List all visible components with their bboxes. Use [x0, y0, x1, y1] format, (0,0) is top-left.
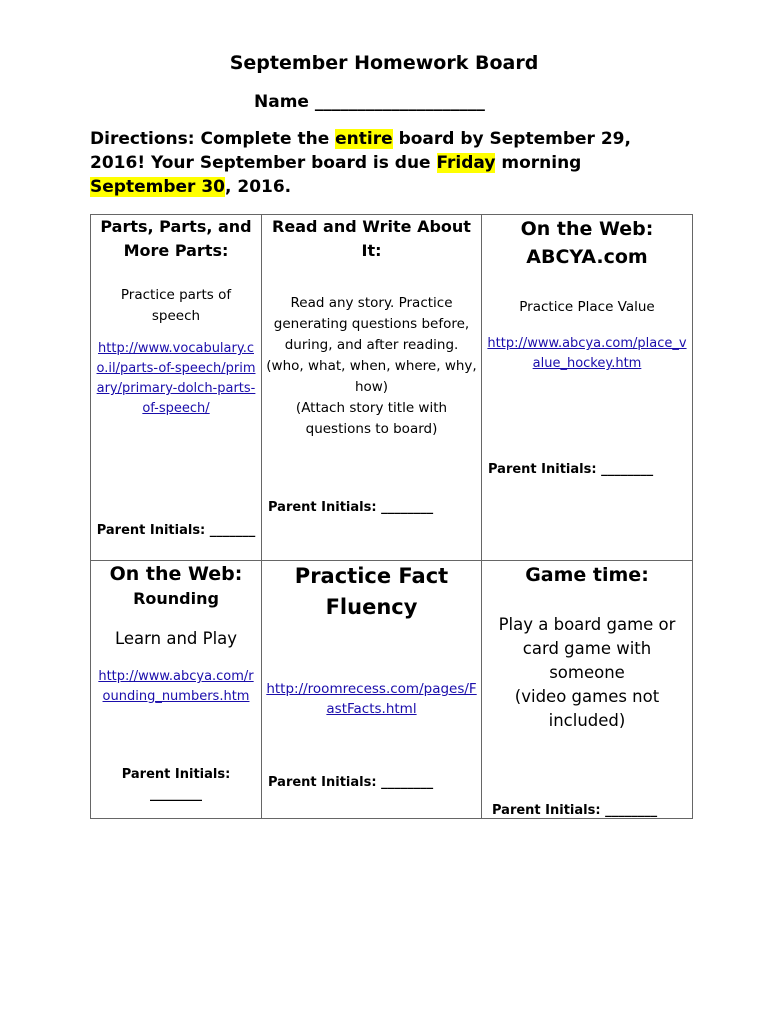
name-line: Name ____________________ — [254, 92, 485, 112]
cell-description-2: (who, what, when, where, why, how) — [266, 358, 477, 395]
cell-rounding — [91, 561, 262, 819]
directions — [90, 127, 690, 199]
cell-description: Practice parts of speech — [120, 287, 232, 324]
parent-initials: Parent Initials: ________ — [268, 500, 434, 515]
page-title: September Homework Board — [229, 52, 539, 74]
cell-title: Game time: — [525, 564, 649, 586]
directions-text-4: , 2016. — [224, 177, 292, 197]
roomrecess-link[interactable]: http://roomrecess.com/pages/FastFacts.html — [266, 681, 477, 717]
highlight-entire: entire — [335, 129, 393, 149]
cell-game-time — [482, 561, 693, 819]
parent-initials: Parent Initials: ________ — [488, 462, 654, 477]
cell-title: Practice Fact Fluency — [294, 564, 449, 619]
cell-title: On the Web: — [520, 218, 654, 240]
cell-title: On the Web: — [109, 563, 243, 585]
cell-description: Play a board game or card game with someone — [498, 615, 676, 682]
cell-fact-fluency — [262, 561, 482, 819]
cell-subtitle: Rounding — [133, 589, 219, 608]
cell-parts-of-speech — [91, 215, 262, 561]
cell-description: Read any story. Practice generating questions before, during, and after reading. — [273, 295, 470, 353]
cell-abcya — [482, 215, 693, 561]
parent-initials: Parent Initials: ________ — [492, 803, 658, 818]
cell-description: Learn and Play — [114, 629, 238, 648]
cell-description-2: (video games not included) — [514, 687, 660, 730]
parent-initials: Parent Initials: ________ — [268, 775, 434, 790]
board-row-2 — [91, 561, 693, 819]
cell-title: Read and Write About It: — [272, 217, 471, 260]
parent-initials: Parent Initials: _______ — [96, 523, 256, 538]
directions-text-2: board by September 29, 2016! Your September board is due — [90, 129, 631, 173]
cell-description: Practice Place Value — [519, 299, 655, 315]
parent-initials: Parent Initials: ________ — [121, 767, 231, 802]
highlight-date: September 30 — [90, 177, 225, 197]
highlight-friday: Friday — [436, 153, 496, 173]
abcya-rounding-link[interactable]: http://www.abcya.com/rounding_numbers.htm — [98, 669, 254, 704]
directions-text-1: Directions: Complete the — [90, 129, 336, 149]
cell-read-and-write — [262, 215, 482, 561]
cell-title: Parts, Parts, and More Parts: — [100, 217, 252, 260]
cell-subtitle: ABCYA.com — [526, 246, 648, 268]
directions-text-3: morning — [495, 153, 582, 173]
homework-board — [90, 214, 693, 819]
vocabulary-link[interactable]: http://www.vocabulary.co.il/parts-of-speech/primary/primary-dolch-parts-of-speech/ — [96, 341, 256, 416]
abcya-place-value-link[interactable]: http://www.abcya.com/place_value_hockey.htm — [487, 336, 687, 371]
board-row-1 — [91, 215, 693, 561]
cell-description-3: (Attach story title with questions to board) — [295, 400, 448, 437]
